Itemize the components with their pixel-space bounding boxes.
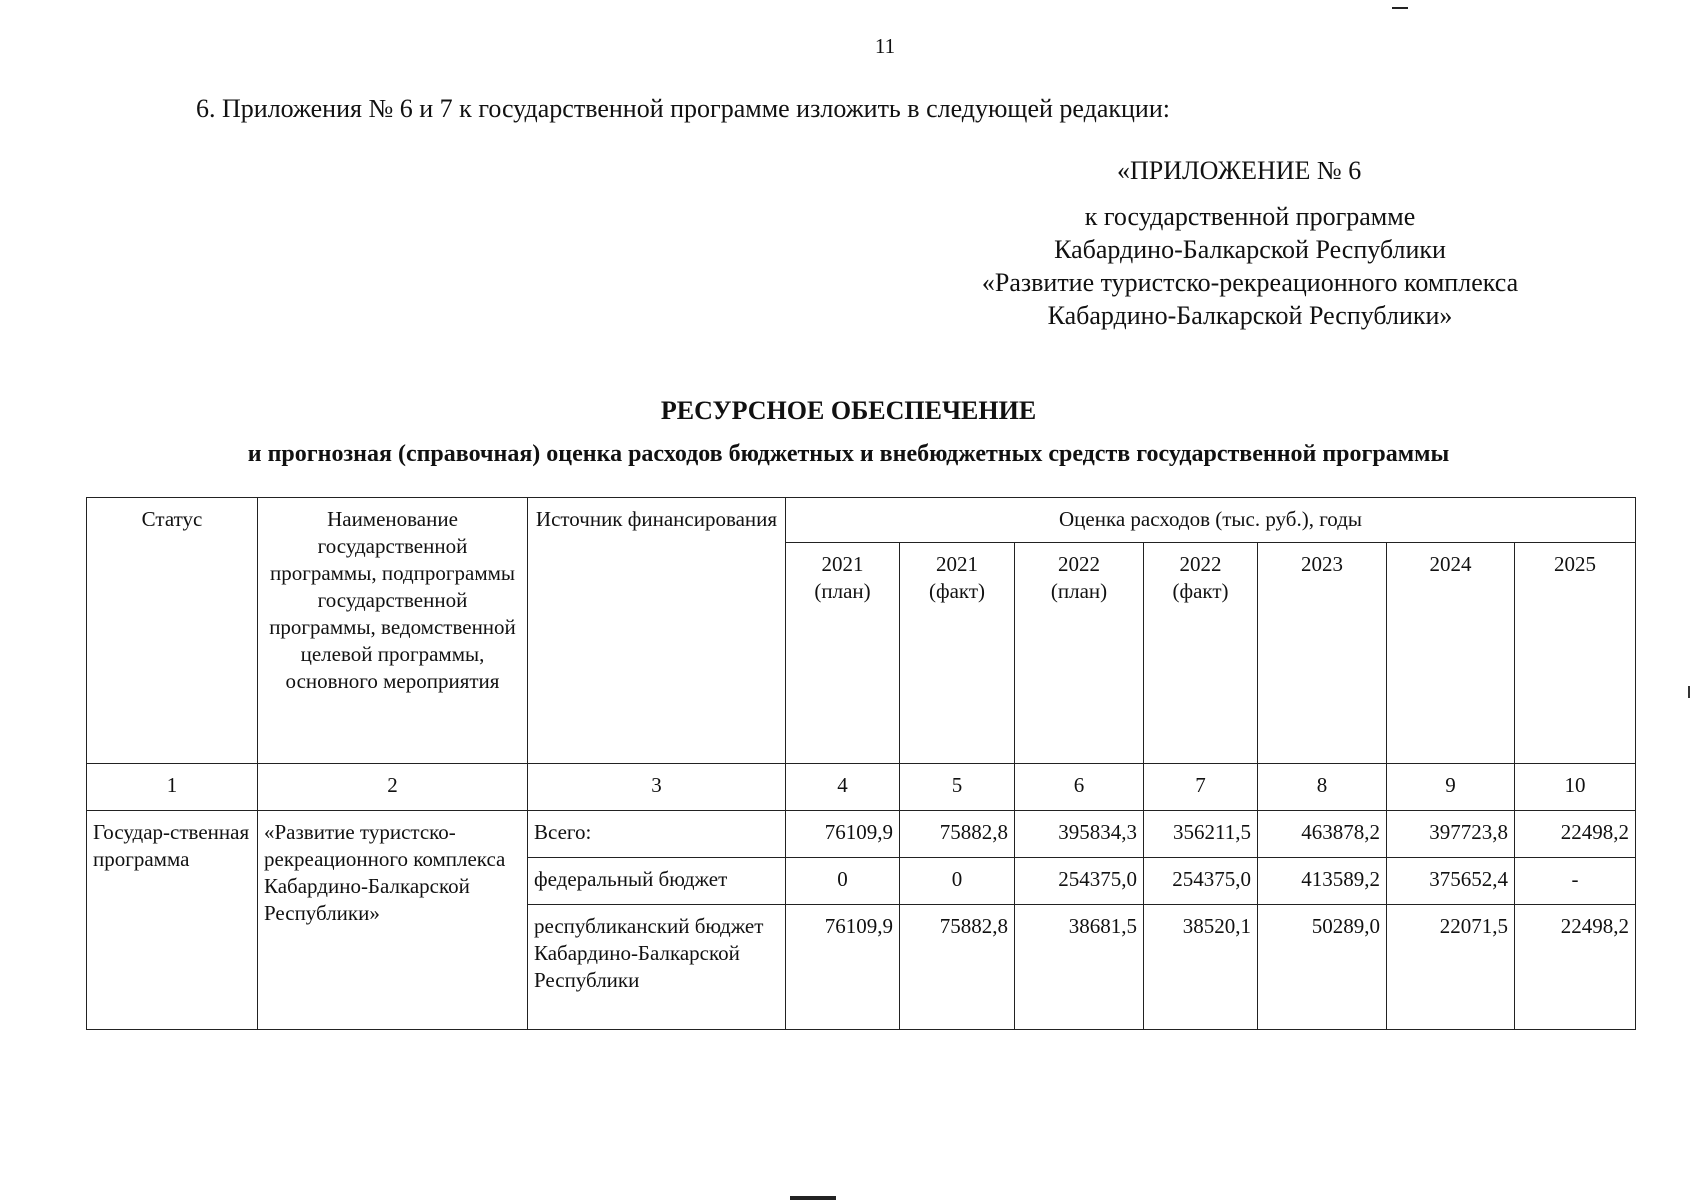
appendix-line: к государственной программе xyxy=(1084,202,1416,231)
header-year: 2024 xyxy=(1387,543,1515,764)
value-cell: 76109,9 xyxy=(786,811,900,858)
appendix-subtitle-block xyxy=(930,200,1570,332)
intro-paragraph: 6. Приложения № 6 и 7 к государственной программе изложить в следующей редакции: xyxy=(196,94,1170,123)
header-year: 2021 (факт) xyxy=(900,543,1015,764)
column-number-row xyxy=(87,764,1636,811)
column-number: 5 xyxy=(900,764,1015,811)
column-number: 2 xyxy=(258,764,528,811)
column-number: 1 xyxy=(87,764,258,811)
value-cell: 0 xyxy=(786,858,900,905)
value-cell: 38520,1 xyxy=(1144,905,1258,1030)
resource-table xyxy=(86,497,1636,1030)
value-cell: 22498,2 xyxy=(1515,905,1636,1030)
appendix-line: Кабардино-Балкарской Республики» xyxy=(1047,301,1453,330)
appendix-line: Кабардино-Балкарской Республики xyxy=(1054,235,1446,264)
value-cell: 254375,0 xyxy=(1015,858,1144,905)
source-cell: федеральный бюджет xyxy=(528,858,786,905)
column-number: 9 xyxy=(1387,764,1515,811)
header-row xyxy=(87,498,1636,543)
appendix-title: «ПРИЛОЖЕНИЕ № 6 xyxy=(1117,156,1362,185)
header-year: 2025 xyxy=(1515,543,1636,764)
appendix-line: «Развитие туристско-рекреационного комплекса xyxy=(981,268,1519,297)
value-cell: - xyxy=(1515,858,1636,905)
column-number: 8 xyxy=(1258,764,1387,811)
source-cell: Всего: xyxy=(528,811,786,858)
header-program-name: Наименование государственной программы, подпрограммы государственной программы, ведомственной целевой программы, основного мероприятия xyxy=(258,498,528,764)
header-year: 2022 (факт) xyxy=(1144,543,1258,764)
scan-mark-bottom xyxy=(790,1196,836,1200)
value-cell: 75882,8 xyxy=(900,811,1015,858)
value-cell: 22498,2 xyxy=(1515,811,1636,858)
column-number: 4 xyxy=(786,764,900,811)
column-number: 6 xyxy=(1015,764,1144,811)
value-cell: 254375,0 xyxy=(1144,858,1258,905)
status-cell: Государ-ственная программа xyxy=(87,811,258,1030)
source-cell: республиканский бюджет Кабардино-Балкарской Республики xyxy=(528,905,786,1030)
table-row xyxy=(87,811,1636,858)
value-cell: 38681,5 xyxy=(1015,905,1144,1030)
value-cell: 395834,3 xyxy=(1015,811,1144,858)
value-cell: 22071,5 xyxy=(1387,905,1515,1030)
scan-mark-dash xyxy=(1392,7,1408,9)
column-number: 10 xyxy=(1515,764,1636,811)
value-cell: 397723,8 xyxy=(1387,811,1515,858)
page-number: 11 xyxy=(874,34,896,58)
value-cell: 50289,0 xyxy=(1258,905,1387,1030)
header-year: 2022 (план) xyxy=(1015,543,1144,764)
header-status: Статус xyxy=(87,498,258,764)
document-subtitle: и прогнозная (справочная) оценка расходов бюджетных и внебюджетных средств государственной программы xyxy=(247,441,1450,467)
document-title: РЕСУРСНОЕ ОБЕСПЕЧЕНИЕ xyxy=(660,396,1037,425)
scan-mark-tick xyxy=(1688,686,1690,698)
value-cell: 463878,2 xyxy=(1258,811,1387,858)
value-cell: 76109,9 xyxy=(786,905,900,1030)
value-cell: 413589,2 xyxy=(1258,858,1387,905)
program-name-cell: «Развитие туристско-рекреационного комплекса Кабардино-Балкарской Республики» xyxy=(258,811,528,1030)
value-cell: 356211,5 xyxy=(1144,811,1258,858)
column-number: 3 xyxy=(528,764,786,811)
header-estimate: Оценка расходов (тыс. руб.), годы xyxy=(786,498,1636,543)
header-source: Источник финансирования xyxy=(528,498,786,764)
value-cell: 375652,4 xyxy=(1387,858,1515,905)
column-number: 7 xyxy=(1144,764,1258,811)
header-year: 2023 xyxy=(1258,543,1387,764)
value-cell: 0 xyxy=(900,858,1015,905)
value-cell: 75882,8 xyxy=(900,905,1015,1030)
header-year: 2021 (план) xyxy=(786,543,900,764)
